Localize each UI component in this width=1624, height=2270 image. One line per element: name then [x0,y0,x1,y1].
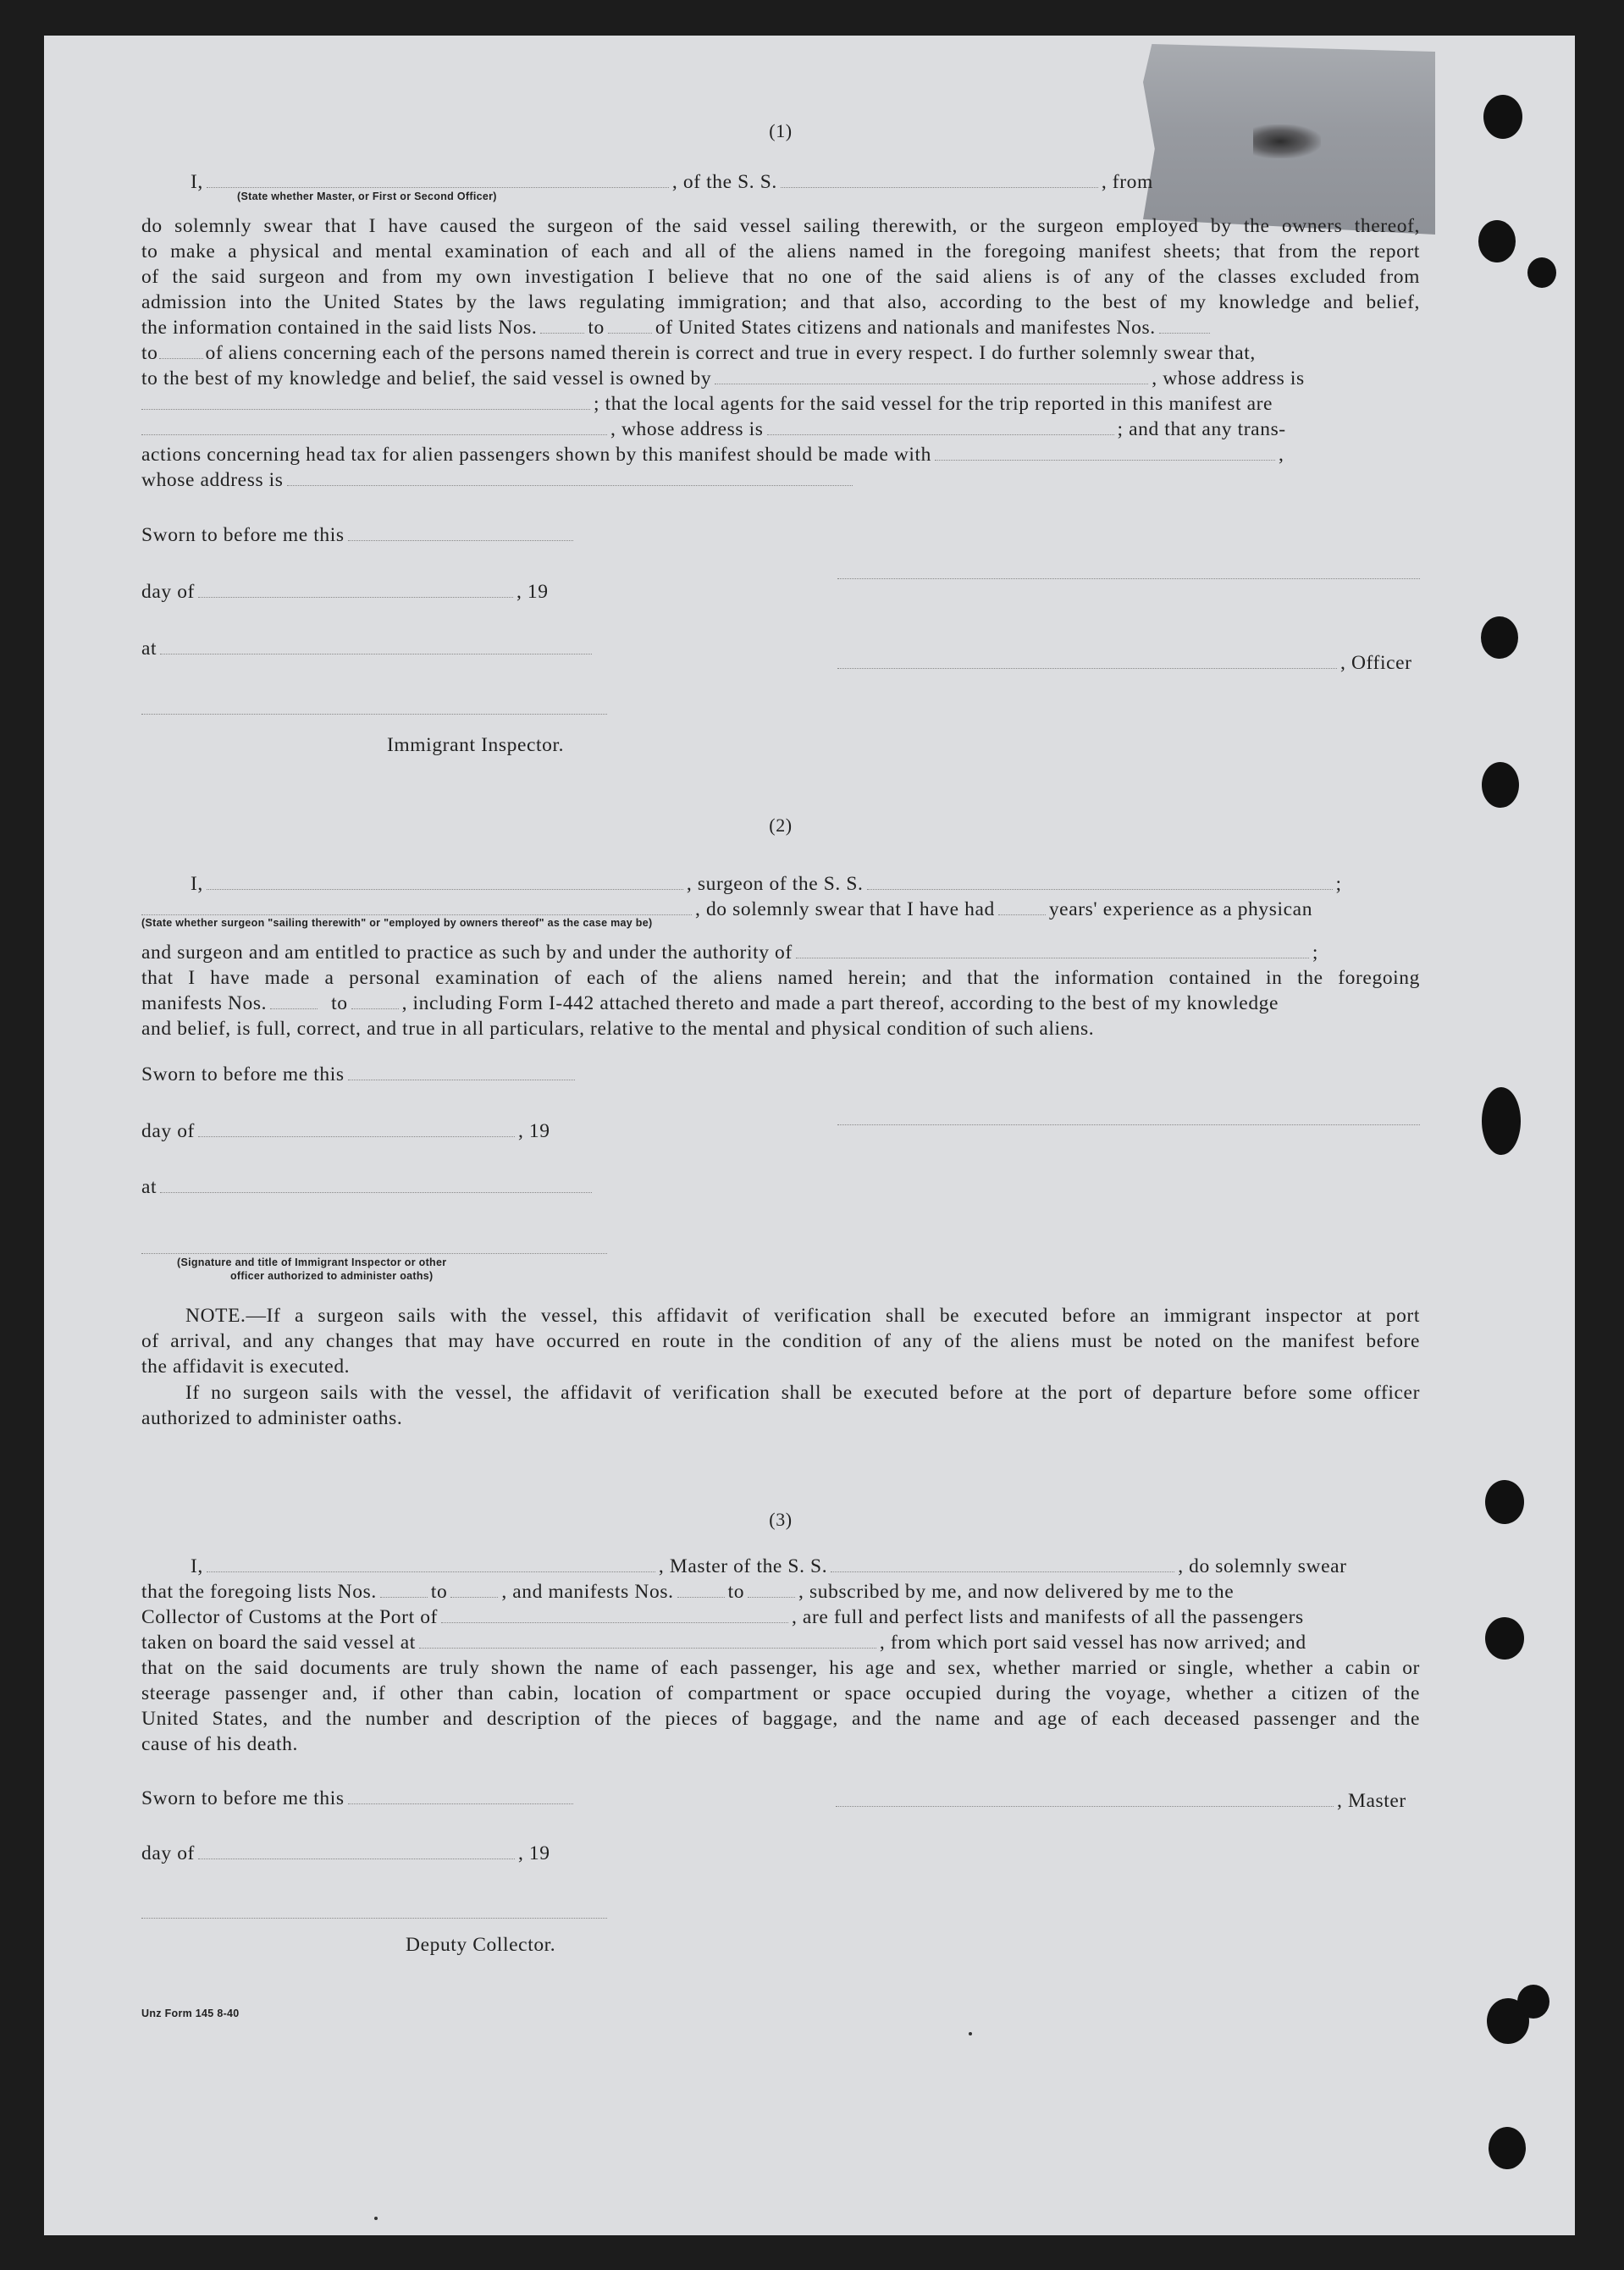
section-number: (1) [769,120,793,141]
s1-sworn: Sworn to before me this [141,522,1420,548]
s3-master-sig: , Master [836,1788,1420,1814]
fill-line [207,174,669,188]
fill-line [348,527,573,541]
fill-line [781,174,1098,188]
s2-sig-caption: (Signature and title of Immigrant Inspector or other [177,1257,447,1268]
punch-hole [1481,616,1518,659]
s1-lists-line: the information contained in the said lists Nos. to of United States citizens and nationals and manifestes Nos. [141,315,1420,340]
s2-sig-caption: officer authorized to administer oaths) [230,1270,434,1282]
s3-line-taken: taken on board the said vessel at , from which port said vessel has now arrived; and [141,1632,1306,1654]
s1-to-line: to of aliens concerning each of the persons named therein is correct and true in every respect. I do further solemnly swear that, [141,342,1256,364]
s1-agents-line: ; that the local agents for the said vessel for the trip reported in this manifest are [141,391,1420,417]
fill-line [419,1634,876,1649]
punch-hole [1489,2127,1526,2169]
fill-line [836,1792,1334,1807]
s2-line-experience: , do solemnly swear that I have had years' experience as a physican [141,897,1420,922]
s3-dayof: day of , 19 [141,1842,550,1864]
note-line: If no surgeon sails with the vessel, the affidavit of verification shall be executed before at the port of departure before some officer [185,1382,1420,1404]
punch-hole [1527,257,1556,288]
s1-whose-line: whose address is [141,467,1420,493]
fill-line [207,1558,655,1572]
s1-inspector-signature-line [141,713,607,715]
fill-line [348,1066,575,1080]
s1-officer: , Officer [837,650,1420,676]
fill-line [380,1583,428,1598]
s3-collector-signature-line [141,1917,607,1919]
s1-dayof: day of , 19 [141,581,549,603]
s2-para-line: and belief, is full, correct, and true in all particulars, relative to the mental and physical condition of such aliens. [141,1018,1095,1040]
fill-line [608,319,652,334]
fill-line [207,875,683,890]
punch-hole [1517,1985,1549,2019]
s1-owned-line: to the best of my knowledge and belief, the said vessel is owned by , whose address is [141,367,1305,389]
note-line: authorized to administer oaths. [141,1407,403,1429]
fill-line [767,421,1114,435]
s2-sworn: Sworn to before me this [141,1062,1420,1087]
s2-dayof: day of , 19 [141,1120,550,1142]
fill-line [141,395,590,410]
document-page [44,36,1575,2235]
fill-line [160,1179,592,1193]
fill-line [935,446,1275,461]
master-caption: (State whether Master, or First or Second Officer) [237,191,497,202]
note-line: NOTE.—If a surgeon sails with the vessel, this affidavit of verification shall be executed before an immigrant inspector at port [185,1305,1420,1327]
fill-line [831,1558,1174,1572]
fill-line [450,1583,498,1598]
form-body [141,36,1420,2235]
fill-line [287,472,853,486]
s1-para-line: of the said surgeon and from my own investigation I believe that no one of the said aliens is of any of the classes excluded from [141,266,1420,288]
fill-line [198,1123,515,1137]
section-number: (3) [769,1509,793,1530]
s3-collector: Deputy Collector. [406,1934,556,1956]
fill-line [141,421,607,435]
fill-line [198,1845,515,1859]
s1-at: at [141,636,1420,661]
fill-line [748,1583,795,1598]
fill-line [998,901,1046,915]
fill-line [715,370,1148,384]
fill-line [867,875,1333,890]
punch-hole [1482,762,1519,808]
s2-inspector-signature-line [141,1252,607,1254]
fill-line [1159,319,1210,334]
punch-hole [1482,1087,1521,1155]
fill-line [837,654,1337,669]
s3-sworn: Sworn to before me this [141,1786,1420,1811]
s3-line-collector: Collector of Customs at the Port of , are full and perfect lists and manifests of all the passengers [141,1606,1304,1628]
s3-para-line: United States, and the number and description of the pieces of baggage, and the name and age of each deceased passenger and the [141,1708,1420,1730]
s1-inspector: Immigrant Inspector. [387,734,565,756]
s3-line-lists: that the foregoing lists Nos. to , and manifests Nos. to , subscribed by me, and now delivered by me to the [141,1581,1235,1603]
fill-line [141,901,692,915]
punch-hole [1478,220,1516,262]
s2-line-manifests: manifests Nos. to , including Form I-442 attached thereto and made a part thereof, according to the best of my knowledge [141,992,1279,1014]
fill-line [270,995,318,1009]
s2-line-authority: and surgeon and am entitled to practice as such by and under the authority of ; [141,942,1318,964]
punch-hole [1485,1617,1524,1660]
note-line: the affidavit is executed. [141,1356,351,1378]
fill-line [348,1790,573,1804]
s2-caption: (State whether surgeon "sailing therewith" or "employed by owners thereof" as the case may be) [141,917,653,929]
fill-line [540,319,584,334]
section-number: (2) [769,815,793,836]
s1-para-line: do solemnly swear that I have caused the surgeon of the said vessel sailing therewith, or the surgeon employed by the owners thereof, [141,215,1420,237]
fill-line [351,995,399,1009]
s3-para-line: cause of his death. [141,1733,298,1755]
fill-line [198,583,513,598]
form-number: Unz Form 145 8-40 [141,2008,240,2019]
punch-hole [1483,95,1522,139]
s1-para-line: to make a physical and mental examination of each and all of the aliens named in the foregoing manifest sheets; that from the report [141,240,1420,262]
note-line: of arrival, and any changes that may have occurred en route in the condition of any of the aliens must be noted on the manifest before [141,1330,1420,1352]
s2-para-line: that I have made a personal examination of each of the aliens named herein; and that the information contained in the foregoing [141,967,1420,989]
fill-line [159,345,203,359]
punch-hole [1485,1480,1524,1524]
fill-line [677,1583,725,1598]
fill-line [796,944,1309,958]
s1-line-master: I, , of the S. S. , from [191,171,1153,193]
s3-para-line: steerage passenger and, if other than cabin, location of compartment or space occupied during the voyage, whether a citizen of the [141,1682,1420,1704]
fill-line [160,640,592,654]
s1-address-line: , whose address is ; and that any trans- [141,417,1420,442]
fill-line [441,1609,788,1623]
s2-line-surgeon: I, , surgeon of the S. S. ; [191,873,1342,895]
s3-para-line: that on the said documents are truly shown the name of each passenger, his age and sex, whether married or single, whether a cabin or [141,1657,1420,1679]
s3-line-master: I, , Master of the S. S. , do solemnly swear [191,1555,1347,1577]
s1-actions-line: actions concerning head tax for alien passengers shown by this manifest should be made with , [141,444,1284,466]
s2-at: at [141,1174,1420,1200]
s1-para-line: admission into the United States by the laws regulating immigration; and that also, according to the best of my knowledge and belief, [141,291,1420,313]
